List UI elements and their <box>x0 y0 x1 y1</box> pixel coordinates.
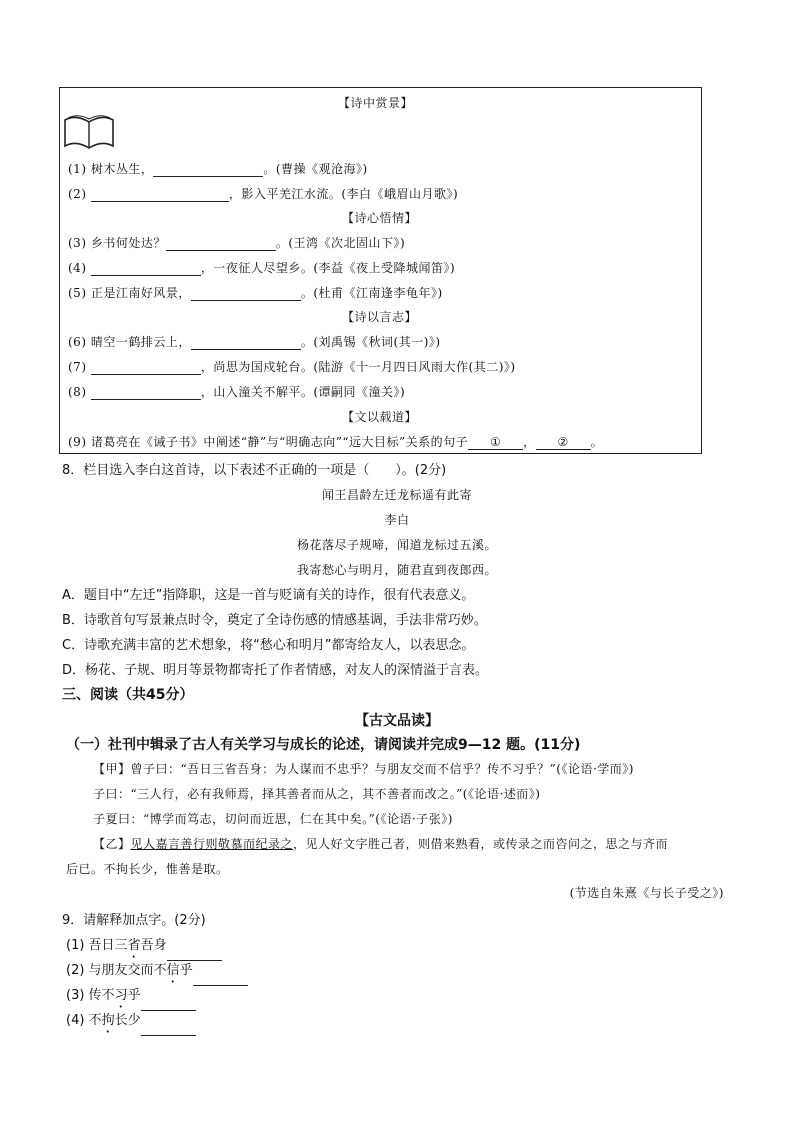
section-title-emotion: 【诗心悟情】 <box>342 211 418 225</box>
q9-item-3: (3) 传不习乎 <box>66 984 196 1011</box>
question-9-stem: 9．请解释加点字。(2分) <box>62 913 206 928</box>
question-8-stem: 8．栏目选入李白这首诗，以下表述不正确的一项是（ ）。(2分) <box>62 463 447 478</box>
reading-part-1-title: （一）社刊中辑录了古人有关学习与成长的论述，请阅读并完成9—12 题。(11分) <box>66 737 581 753</box>
section-title-scenery: 【诗中赏景】 <box>338 96 414 110</box>
text-yi-source: (节选自朱熹《与长子受之》) <box>569 886 724 900</box>
open-book-icon <box>62 114 116 150</box>
fill-item-4: (4) ，一夜征人尽望乡。(李益《夜上受降城闻笛》) <box>68 261 456 275</box>
fill-item-1: (1) 树木丛生， 。(曹操《观沧海》) <box>68 162 368 176</box>
answer-blank-2[interactable]: ② <box>536 435 591 450</box>
poem-line: 我寄愁心与明月，随君直到夜郎西。 <box>296 563 497 577</box>
reading-heading: 【古文品读】 <box>355 713 439 729</box>
answer-blank[interactable] <box>91 189 229 202</box>
q9-item-4: (4) 不拘长少 <box>66 1009 196 1036</box>
answer-blank[interactable] <box>191 337 301 350</box>
fill-item-8: (8) ，山入潼关不解平。(谭嗣同《潼关》) <box>68 385 406 399</box>
poem-line: 杨花落尽子规啼，闻道龙标过五溪。 <box>296 538 497 552</box>
answer-blank[interactable] <box>153 164 263 177</box>
fill-item-3: (3) 乡书何处达？ 。(王湾《次北固山下》) <box>68 236 406 250</box>
option-d[interactable]: D．杨花、子规、明月等景物都寄托了作者情感，对友人的深情溢于言表。 <box>62 663 489 678</box>
section-title-reason: 【文以载道】 <box>342 410 418 424</box>
fill-item-6: (6) 晴空一鹤排云上， 。(刘禹锡《秋词(其一)》) <box>68 335 441 349</box>
text-jia-line2: 子曰：“三人行，必有我师焉，择其善者而从之，其不善者而改之。”(《论语·述而》) <box>93 787 541 801</box>
q9-item-1: (1) 吾日三省吾身 <box>66 934 222 961</box>
option-b[interactable]: B．诗歌首句写景兼点时令，奠定了全诗伤感的情感基调，手法非常巧妙。 <box>62 613 487 628</box>
section-title-ambition: 【诗以言志】 <box>342 310 418 324</box>
fill-item-7: (7) ，尚思为国戍轮台。(陆游《十一月四日风雨大作(其二)》) <box>68 360 516 374</box>
answer-blank[interactable] <box>91 387 201 400</box>
q9-item-2: (2) 与朋友交而不信乎 <box>66 959 248 986</box>
fill-item-2: (2) ，影入平羌江水流。(李白《峨眉山月歌》) <box>68 187 459 201</box>
underlined-sentence: 见人嘉言善行则敬慕而纪录之 <box>130 837 294 851</box>
text-yi-line1: 【乙】见人嘉言善行则敬慕而纪录之，见人好文字胜己者，则借来熟看，或传录之而咨问之，思之与齐而 <box>93 837 669 851</box>
text-yi-line2: 后已。不拘长少，惟善是取。 <box>66 862 229 876</box>
poem-title: 闻王昌龄左迁龙标遥有此寄 <box>321 488 472 502</box>
answer-blank[interactable] <box>166 238 276 251</box>
answer-blank[interactable] <box>193 973 248 986</box>
poem-author: 李白 <box>384 513 410 527</box>
option-c[interactable]: C．诗歌充满丰富的艺术想象，将“愁心和明月”都寄给友人，以表思念。 <box>62 638 475 653</box>
text-jia-line3: 子夏曰：“博学而笃志，切问而近思，仁在其中矣。”(《论语·子张》) <box>93 812 453 826</box>
answer-blank[interactable] <box>141 1023 196 1036</box>
answer-blank[interactable] <box>91 263 201 276</box>
fill-item-5: (5) 正是江南好风景， 。(杜甫《江南逢李龟年》) <box>68 286 443 300</box>
answer-blank[interactable] <box>191 288 301 301</box>
option-a[interactable]: A．题目中“左迁”指降职，这是一首与贬谪有关的诗作，很有代表意义。 <box>62 588 475 603</box>
answer-blank-1[interactable]: ① <box>468 435 523 450</box>
fill-item-9: (9) 诸葛亮在《诫子书》中阐述“静”与“明确志向”“远大目标”关系的句子 ① ， ② 。 <box>68 435 604 449</box>
answer-blank[interactable] <box>91 362 201 375</box>
section-heading-reading: 三、阅读（共45分） <box>62 687 194 703</box>
text-jia-line1: 【甲】曾子曰：“吾日三省吾身：为人谋而不忠乎？与朋友交而不信乎？传不习乎？”(《论语·学而》) <box>93 762 634 776</box>
